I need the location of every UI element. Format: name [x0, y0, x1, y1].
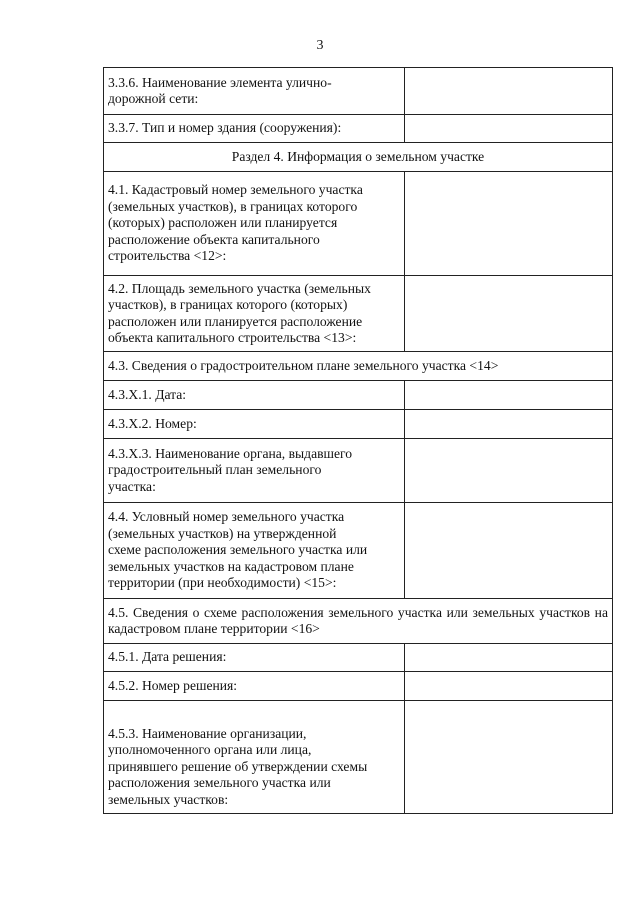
- table-row: [104, 599, 613, 644]
- section-4-3-heading: [104, 352, 613, 381]
- row-label-text: 4.5.3. Наименование организации, уполномоченного органа или лица, принявшего решение об утверждении схемы расположения земельного участка или земельных участков:: [108, 725, 368, 807]
- form-table: [103, 67, 613, 814]
- row-label-3-3-7: [104, 115, 405, 143]
- row-value-4-5-3[interactable]: [405, 701, 613, 814]
- row-label-4-5-2: [104, 672, 405, 701]
- table-row: [104, 672, 613, 701]
- row-value-4-3-x-2[interactable]: [405, 410, 613, 439]
- row-value-4-1[interactable]: [405, 172, 613, 276]
- table-row: [104, 381, 613, 410]
- section-heading-text: 4.5. Сведения о схеме расположения земельного участка или земельных участков на кадастровом плане территории <16>: [108, 604, 608, 636]
- row-label-text: 3.3.7. Тип и номер здания (сооружения):: [108, 120, 342, 136]
- section-heading-text: 4.3. Сведения о градостроительном плане земельного участка <14>: [108, 357, 499, 373]
- table-row: [104, 701, 613, 814]
- row-value-3-3-6[interactable]: [405, 68, 613, 115]
- row-label-4-2: [104, 276, 405, 352]
- table-row: [104, 68, 613, 115]
- table-row: [104, 276, 613, 352]
- row-label-text: 4.2. Площадь земельного участка (земельных участков), в границах которого (которых) расположен или планируется расположение объекта капитального строительства <13>:: [108, 280, 371, 345]
- table-row: [104, 503, 613, 599]
- section-heading-text: Раздел 4. Информация о земельном участке: [231, 148, 485, 164]
- section-4-heading: [104, 143, 613, 172]
- row-label-4-3-x-2: [104, 410, 405, 439]
- row-label-text: 4.5.1. Дата решения:: [108, 649, 227, 665]
- table-row: [104, 410, 613, 439]
- row-value-4-5-2[interactable]: [405, 672, 613, 701]
- row-label-4-4: [104, 503, 405, 599]
- row-label-text: 4.5.2. Номер решения:: [108, 677, 238, 693]
- row-label-text: 4.3.Х.1. Дата:: [108, 386, 187, 402]
- row-value-4-3-x-1[interactable]: [405, 381, 613, 410]
- row-value-3-3-7[interactable]: [405, 115, 613, 143]
- row-label-4-3-x-3: [104, 439, 405, 503]
- table-row: [104, 439, 613, 503]
- row-label-4-5-3: [104, 701, 405, 814]
- row-label-4-1: [104, 172, 405, 276]
- table-row: [104, 644, 613, 672]
- row-value-4-2[interactable]: [405, 276, 613, 352]
- row-label-4-3-x-1: [104, 381, 405, 410]
- row-label-text: 4.1. Кадастровый номер земельного участка (земельных участков), в границах которого (которых) расположен или планируется расположение объекта капитального строительства <12>:: [108, 182, 363, 264]
- table-row: [104, 352, 613, 381]
- row-label-3-3-6: [104, 68, 405, 115]
- row-label-text: 4.3.Х.2. Номер:: [108, 415, 197, 431]
- table-row: [104, 143, 613, 172]
- section-4-5-heading: [104, 599, 613, 644]
- row-value-4-3-x-3[interactable]: [405, 439, 613, 503]
- row-value-4-5-1[interactable]: [405, 644, 613, 672]
- row-label-text: 4.3.Х.3. Наименование органа, выдавшего градостроительный план земельного участка:: [108, 445, 353, 494]
- row-label-4-5-1: [104, 644, 405, 672]
- table-row: [104, 115, 613, 143]
- row-label-text: 4.4. Условный номер земельного участка (земельных участков) на утвержденной схеме расположения земельного участка или земельных участков на кадастровом плане территории (при необходимости) <15>:: [108, 509, 368, 591]
- table-row: [104, 172, 613, 276]
- page-number: 3: [316, 38, 324, 53]
- row-label-text: 3.3.6. Наименование элемента улично- дорожной сети:: [108, 74, 332, 106]
- row-value-4-4[interactable]: [405, 503, 613, 599]
